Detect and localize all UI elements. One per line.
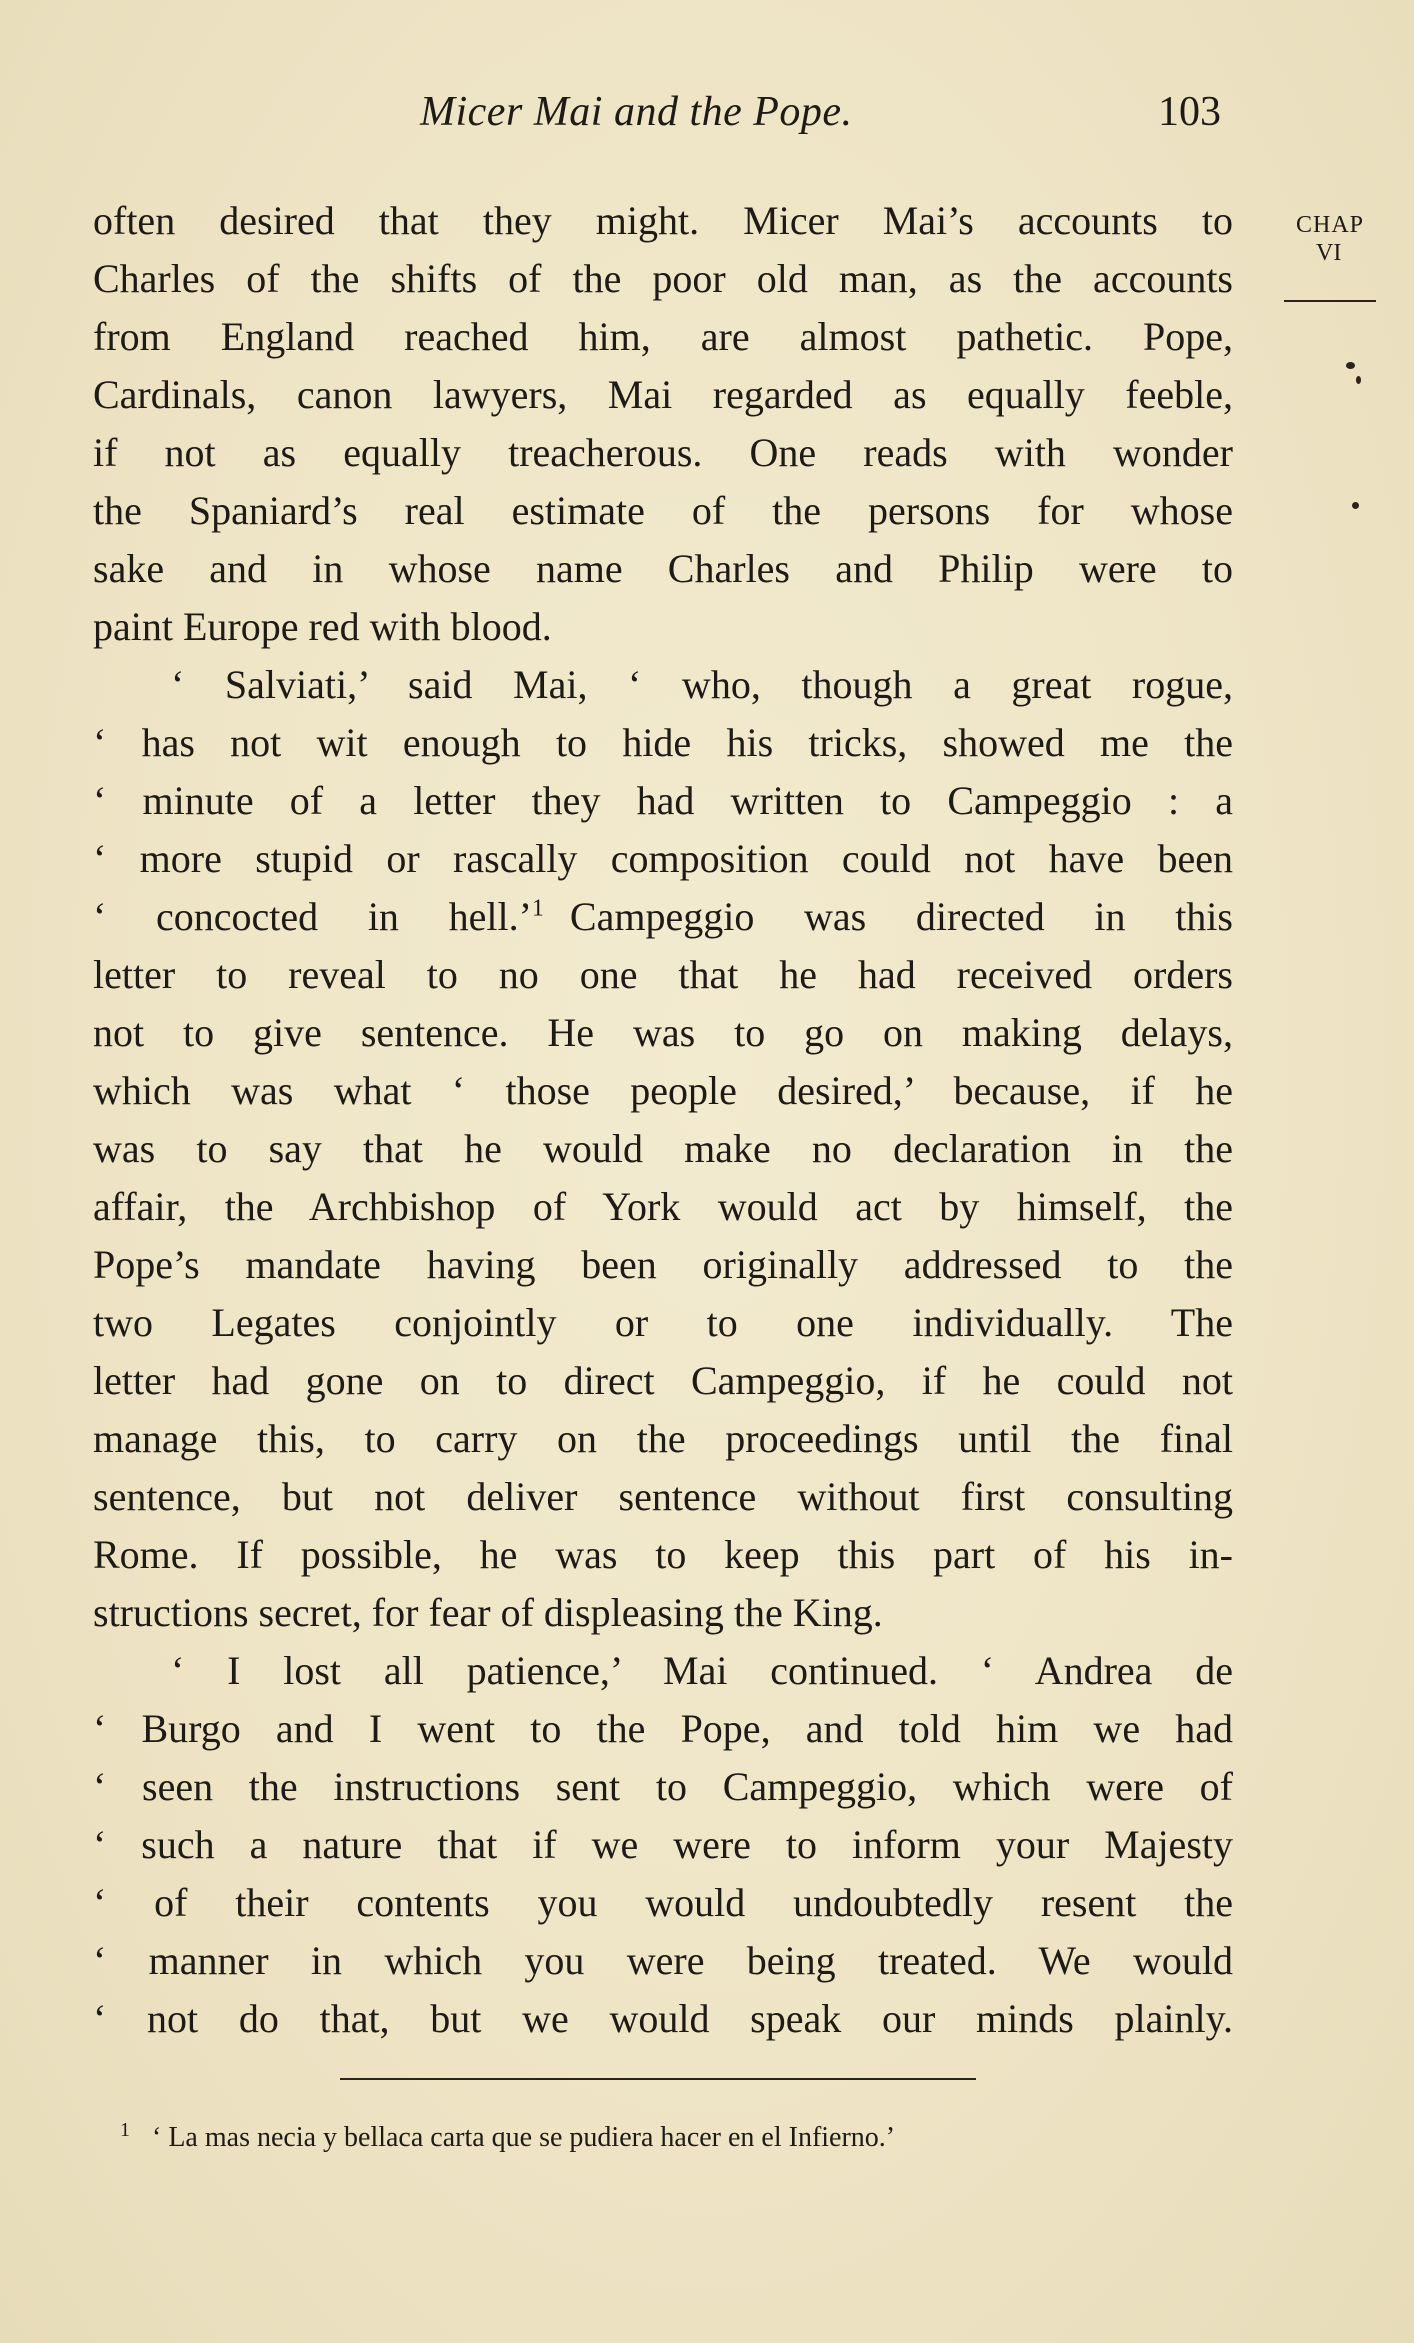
running-head-title: Micer Mai and the Pope. <box>420 89 853 135</box>
body-line: letter to reveal to no one that he had received orders <box>93 952 1233 997</box>
footnote-reference: 1 <box>531 895 544 922</box>
footnote-divider <box>340 2078 976 2080</box>
body-line: not to give sentence. He was to go on making delays, <box>93 1010 1233 1055</box>
body-line: ‘ such a nature that if we were to inform your Majesty <box>93 1822 1233 1867</box>
body-text <box>93 192 1233 2048</box>
body-line: ‘ minute of a letter they had written to Campeggio : a <box>93 778 1233 823</box>
margin-chapter-label: CHAP <box>1296 212 1365 238</box>
body-line: ‘ I lost all patience,’ Mai continued. ‘ Andrea de <box>171 1648 1233 1693</box>
body-line: Charles of the shifts of the poor old man, as the accounts <box>93 256 1233 301</box>
body-line: from England reached him, are almost pathetic. Pope, <box>93 314 1233 359</box>
margin-chapter-number: VI <box>1316 240 1342 266</box>
body-line-with-footnote <box>93 888 1233 946</box>
body-line: was to say that he would make no declaration in the <box>93 1126 1233 1171</box>
body-line: which was what ‘ those people desired,’ because, if he <box>93 1068 1233 1113</box>
body-line: ‘ Salviati,’ said Mai, ‘ who, though a great rogue, <box>171 662 1233 707</box>
body-line: often desired that they might. Micer Mai’s accounts to <box>93 198 1233 243</box>
body-line: Pope’s mandate having been originally addressed to the <box>93 1242 1233 1287</box>
body-line: the Spaniard’s real estimate of the persons for whose <box>93 488 1233 533</box>
body-line: ‘ more stupid or rascally composition could not have been <box>93 836 1233 881</box>
margin-rule <box>1284 300 1376 302</box>
body-line: ‘ Burgo and I went to the Pope, and told him we had <box>93 1706 1233 1751</box>
footnote-marker: 1 <box>120 2118 130 2141</box>
body-line: if not as equally treacherous. One reads with wonder <box>93 430 1233 475</box>
body-line: ‘ not do that, but we would speak our minds plainly. <box>93 1996 1233 2041</box>
body-line: structions secret, for fear of displeasing the King. <box>93 1590 883 1635</box>
body-line: ‘ manner in which you were being treated. We would <box>93 1938 1233 1983</box>
body-line: ‘ of their contents you would undoubtedly resent the <box>93 1880 1233 1925</box>
footnote-text: ‘ La mas necia y bellaca carta que se pudiera hacer en el Infierno.’ <box>152 2122 896 2153</box>
body-line: manage this, to carry on the proceedings until the final <box>93 1416 1233 1461</box>
body-line: paint Europe red with blood. <box>93 604 552 649</box>
body-line: Rome. If possible, he was to keep this part of his in- <box>93 1532 1233 1577</box>
ink-speck <box>1356 376 1361 384</box>
body-line-fragment: ‘ concocted in hell.’ <box>93 894 532 939</box>
body-line-fragment: Campeggio was directed in this <box>569 894 1233 939</box>
footnote <box>120 2118 896 2154</box>
body-line: letter had gone on to direct Campeggio, if he could not <box>93 1358 1233 1403</box>
page-number: 103 <box>1158 89 1221 135</box>
body-line: ‘ seen the instructions sent to Campeggio, which were of <box>93 1764 1233 1809</box>
body-line: sentence, but not deliver sentence without first consulting <box>93 1474 1233 1519</box>
body-line: sake and in whose name Charles and Philip were to <box>93 546 1233 591</box>
ink-speck <box>1346 362 1355 369</box>
body-line: Cardinals, canon lawyers, Mai regarded as equally feeble, <box>93 372 1233 417</box>
body-line: affair, the Archbishop of York would act by himself, the <box>93 1184 1233 1229</box>
body-line: two Legates conjointly or to one individually. The <box>93 1300 1233 1345</box>
body-line: ‘ has not wit enough to hide his tricks, showed me the <box>93 720 1233 765</box>
ink-speck <box>1352 502 1359 509</box>
